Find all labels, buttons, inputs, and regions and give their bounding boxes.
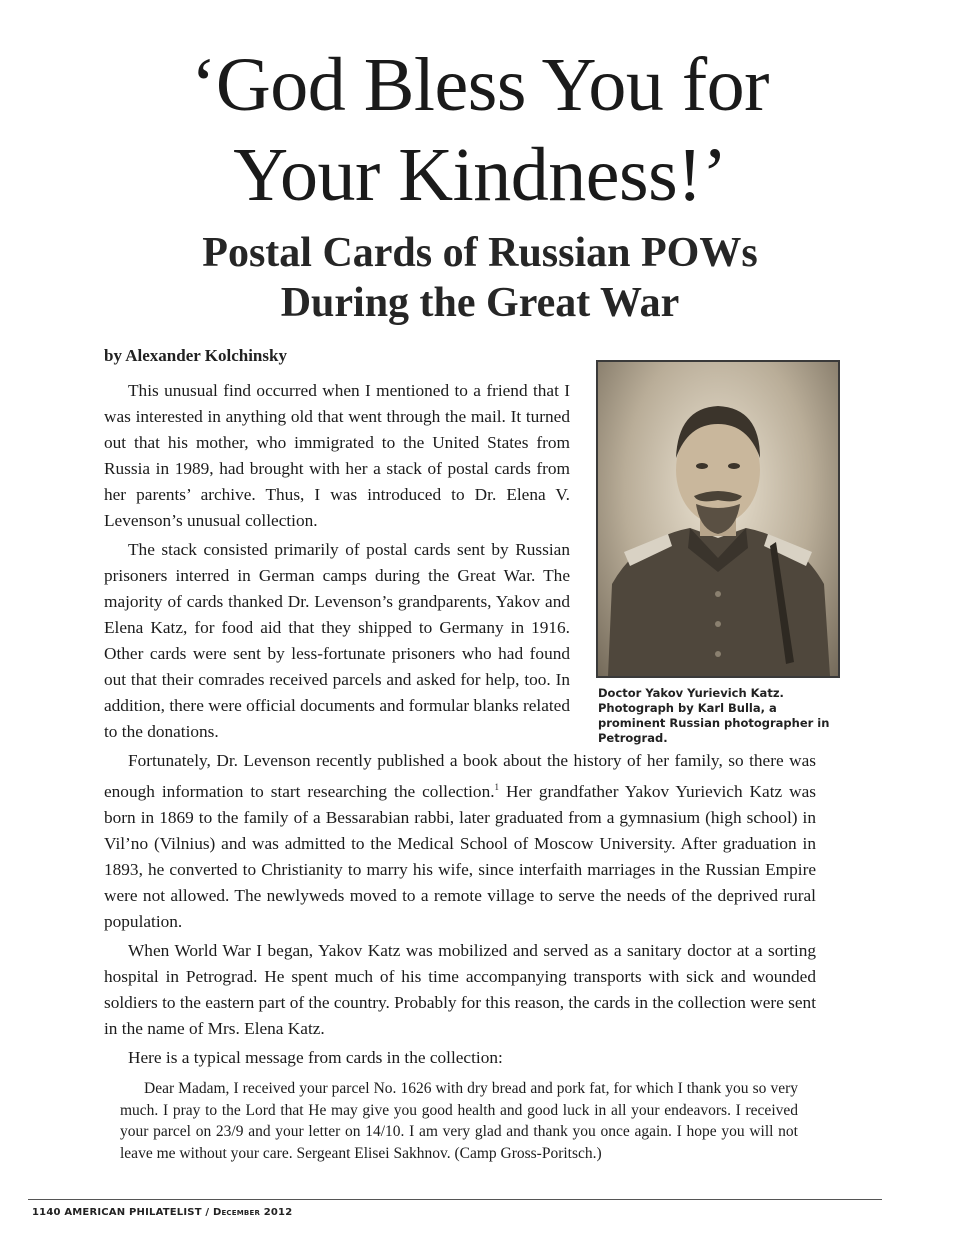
paragraph-4: When World War I began, Yakov Katz was mobilized and served as a sanitary doctor at a sorting hospital in Petrograd. He spent much of his time accompanying transports with sick and wounded soldiers to the eastern part of the country. Probably for this reason, the cards in the collection were sent in the name of Mrs. Elena Katz. (104, 940, 816, 1038)
title-line-2: Your Kindness!’ (233, 133, 727, 217)
byline: by Alexander Kolchinsky (104, 346, 287, 365)
issue-year: 2012 (263, 1207, 293, 1218)
page-footer (32, 1207, 292, 1218)
page-number: 1140 (32, 1207, 61, 1218)
issue-month: December (212, 1207, 261, 1218)
paragraph-3-text: Fortunately, Dr. Levenson recently published a book about the history of her family, so there was enough information to start researching the collection. (104, 751, 816, 801)
publication-name: AMERICAN PHILATELIST / (64, 1207, 210, 1218)
paragraph-1: This unusual find occurred when I mentioned to a friend that I was interested in anything old that went through the mail. It turned out that his mother, who immigrated to the United States from Russia in 1989, had brought with her a stack of postal cards from her parents’ archive. Thus, I was introduced to Dr. Elena V. Levenson’s unusual collection. (104, 381, 570, 530)
subtitle-line-2: During the Great War (280, 280, 680, 326)
footer-divider (28, 1199, 882, 1200)
paragraph-5: Here is a typical message from cards in the collection: (128, 1047, 503, 1067)
figure-caption: Doctor Yakov Yurievich Katz. Photograph by Karl Bulla, a prominent Russian photographer in Petrograd. (598, 686, 830, 745)
paragraph-2: The stack consisted primarily of postal cards sent by Russian prisoners interred in German camps during the Great War. The majority of cards thanked Dr. Levenson’s grandparents, Yakov and Elena Katz, for food aid that they shipped to Germany in 1916. Other cards were sent by less-fortunate prisoners who had found out that their comrades received parcels and asked for help, too. In addition, there were official documents and formular blanks related to the donations. (104, 540, 570, 741)
article-body (104, 378, 816, 1074)
paragraph-3 (104, 748, 816, 935)
title-line-1: ‘God Bless You for (191, 43, 769, 127)
article-title (0, 40, 960, 220)
paragraph-3-continued: Her grandfather Yakov Yurievich Katz was born in 1869 to the family of a Bessarabian rabbi, later graduated from a gymnasium (high school) in Vil’no (Vilnius) and was admitted to the Medical School of Moscow University. After graduation in 1893, he converted to Christianity to marry his wife, since interfaith marriages in the Russian Empire were not allowed. The newlyweds moved to a remote village to serve the needs of the deprived rural population. (104, 781, 816, 931)
article-subtitle (0, 228, 960, 328)
postcard-quote: Dear Madam, I received your parcel No. 1626 with dry bread and pork fat, for which I thank you so very much. I pray to the Lord that He may give you good health and good luck in all your endeavors. I received your parcel on 23/9 and your letter on 14/10. I am very glad and thank you once again. I hope you will not leave me without your care. Sergeant Elisei Sakhnov. (Camp Gross-Poritsch.) (120, 1080, 798, 1162)
footnote-marker: 1 (494, 782, 500, 792)
subtitle-line-1: Postal Cards of Russian POWs (202, 230, 758, 276)
